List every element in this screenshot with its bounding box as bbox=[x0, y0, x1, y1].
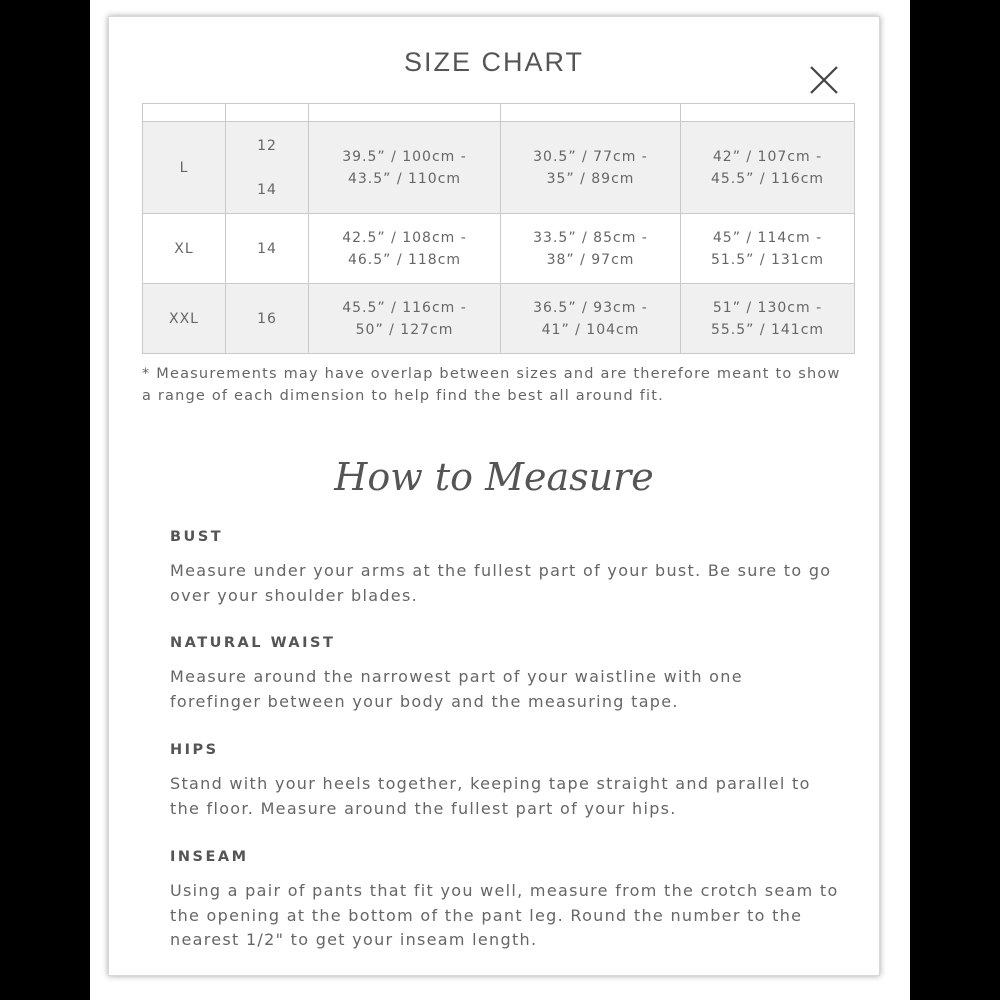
how-to-measure-title: How to Measure bbox=[334, 455, 654, 499]
close-button[interactable] bbox=[809, 65, 839, 95]
measurement-cell bbox=[501, 122, 681, 214]
section-text: Measure around the narrowest part of your waistline with one forefinger between your body and the measuring tape. bbox=[170, 667, 743, 711]
table-header-row bbox=[143, 104, 855, 122]
table-row bbox=[143, 122, 855, 214]
measurement-line: 55.5” / 141cm bbox=[710, 321, 825, 338]
measurement-line: 42.5” / 108cm - bbox=[342, 229, 467, 246]
measurement-line: 45.5” / 116cm - bbox=[342, 299, 467, 316]
table-header-cell bbox=[681, 104, 855, 122]
uk-size-value: 14 bbox=[257, 181, 277, 198]
measurement-line: 50” / 127cm bbox=[355, 321, 454, 338]
measurement-note: * Measurements may have overlap between sizes and are therefore meant to show a range of each dimension to help find the best all around fit. bbox=[142, 366, 841, 404]
section-heading: INSEAM bbox=[170, 849, 249, 865]
section-text: Using a pair of pants that fit you well, measure from the crotch seam to the opening at the bottom of the pant leg. Round the number to the nearest 1/2" to get your inseam length. bbox=[170, 881, 839, 949]
uk-size-cell bbox=[226, 122, 309, 214]
size-chart-modal bbox=[108, 16, 880, 976]
measurement-line: 45” / 114cm - bbox=[712, 229, 823, 246]
measurement-cell bbox=[681, 214, 855, 284]
table-header-cell bbox=[501, 104, 681, 122]
measurement-line: 39.5” / 100cm - bbox=[342, 148, 467, 165]
size-cell: XXL bbox=[143, 284, 226, 354]
measurement-cell bbox=[501, 214, 681, 284]
close-icon bbox=[809, 65, 839, 95]
natural-waist-section bbox=[170, 635, 840, 714]
section-heading: BUST bbox=[170, 529, 224, 545]
table-row bbox=[143, 284, 855, 354]
modal-title: SIZE CHART bbox=[403, 47, 585, 77]
measurement-line: 30.5” / 77cm - bbox=[533, 148, 648, 165]
bust-section bbox=[170, 529, 840, 608]
table-header-cell bbox=[226, 104, 309, 122]
table-row bbox=[143, 214, 855, 284]
section-heading: NATURAL WAIST bbox=[170, 635, 336, 651]
measurement-cell bbox=[501, 284, 681, 354]
measurement-cell bbox=[681, 284, 855, 354]
measurement-line: 42” / 107cm - bbox=[712, 148, 823, 165]
inseam-section bbox=[170, 849, 840, 953]
measurement-cell bbox=[681, 122, 855, 214]
measurement-line: 43.5” / 110cm bbox=[347, 170, 462, 187]
measurement-line: 36.5” / 93cm - bbox=[533, 299, 648, 316]
measurement-cell bbox=[309, 122, 501, 214]
hips-section bbox=[170, 742, 840, 821]
section-text: Measure under your arms at the fullest part of your bust. Be sure to go over your shoulder blades. bbox=[170, 561, 832, 605]
measurement-line: 41” / 104cm bbox=[541, 321, 640, 338]
size-cell: XL bbox=[143, 214, 226, 284]
page-background bbox=[90, 0, 910, 1000]
measurement-line: 33.5” / 85cm - bbox=[533, 229, 648, 246]
section-heading: HIPS bbox=[170, 742, 219, 758]
table-header-cell bbox=[143, 104, 226, 122]
measurement-line: 35” / 89cm bbox=[546, 170, 635, 187]
uk-size-value: 12 bbox=[257, 137, 277, 154]
measurement-cell bbox=[309, 284, 501, 354]
measurement-line: 46.5” / 118cm bbox=[347, 251, 462, 268]
measurement-line: 51” / 130cm - bbox=[712, 299, 823, 316]
uk-size-cell: 16 bbox=[226, 284, 309, 354]
table-header-cell bbox=[309, 104, 501, 122]
measurement-line: 45.5” / 116cm bbox=[710, 170, 825, 187]
measurement-cell bbox=[309, 214, 501, 284]
uk-size-cell: 14 bbox=[226, 214, 309, 284]
measurement-line: 51.5” / 131cm bbox=[710, 251, 825, 268]
measurement-line: 38” / 97cm bbox=[546, 251, 635, 268]
section-text: Stand with your heels together, keeping tape straight and parallel to the floor. Measure around the fullest part of your hips. bbox=[170, 774, 811, 818]
size-table bbox=[142, 103, 855, 354]
size-cell: L bbox=[143, 122, 226, 214]
